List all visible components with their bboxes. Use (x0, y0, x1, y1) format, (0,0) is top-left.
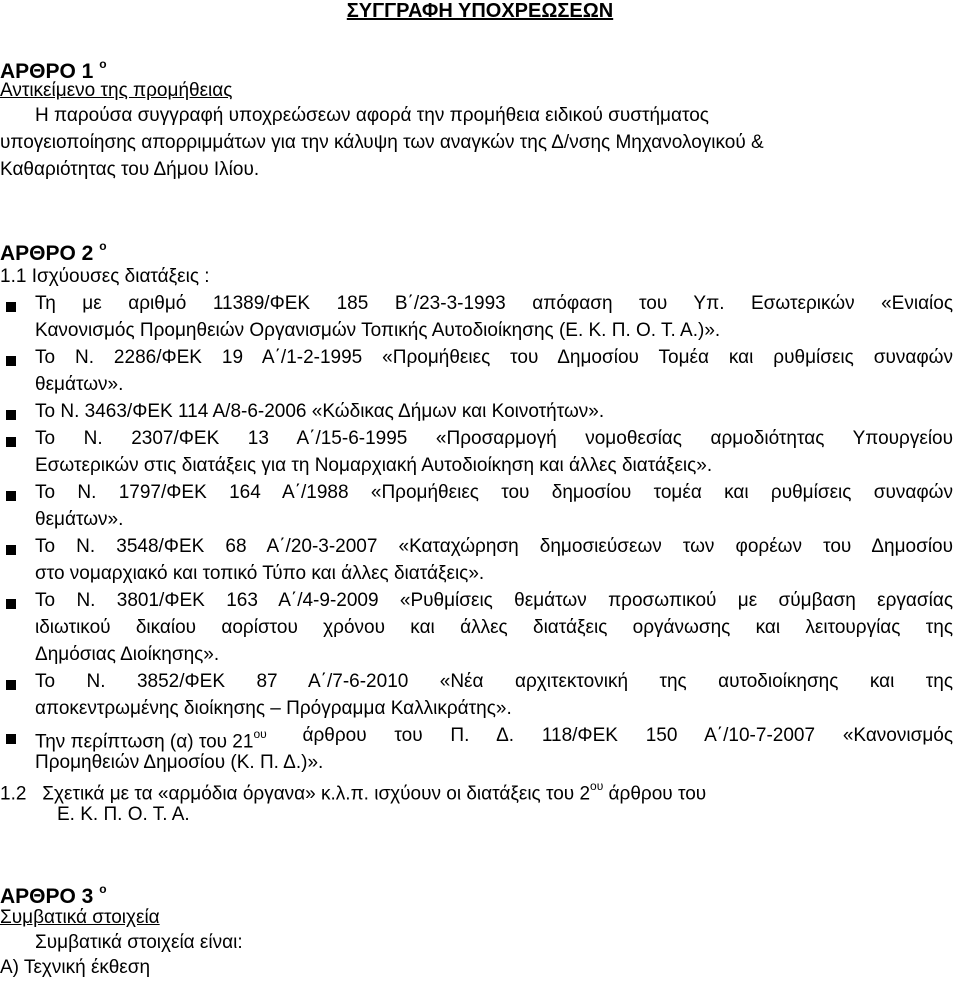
article-2-heading: ΑΡΘΡΟ 2 $^o$ (0, 239, 107, 265)
article-3-paragraph: Συμβατικά στοιχεία είναι: (35, 932, 243, 953)
article-1-subtitle: Αντικείμενο της προμήθειας (0, 80, 233, 101)
list-item: Το Ν. 1797/ΦΕΚ 164 Α΄/1988 «Προμήθειες του δημοσίου τομέα και ρυθμίσεις συναφών (35, 482, 953, 503)
article-3-list-item: Α) Τεχνική έκθεση (0, 957, 151, 978)
list-item: Το Ν. 3463/ΦΕΚ 114 Α/8-6-2006 «Κώδικας Δήμων και Κοινοτήτων». (35, 401, 605, 422)
article-3-subtitle: Συμβατικά στοιχεία (0, 907, 160, 928)
section-1-2-paragraph: 1.2 Σχετικά με τα «αρμόδια όργανα» κ.λ.π. ισχύουν οι διατάξεις του $2^{o\upsilon}$ άρθρου του (0, 779, 707, 805)
article-1-paragraph: υπογειοποίησης απορριμμάτων για την κάλυψη των αναγκών της Δ/νσης Μηχανολογικού & (0, 132, 764, 153)
list-item-continuation: Προμηθειών Δημοσίου (Κ. Π. Δ.)». (35, 752, 324, 773)
list-item-continuation: στο νομαρχιακό και τοπικό Τύπο και άλλες διατάξεις». (35, 563, 485, 584)
list-item: Το Ν. 2286/ΦΕΚ 19 Α΄/1-2-1995 «Προμήθειες του Δημοσίου Τομέα και ρυθμίσεις συναφών (35, 347, 953, 368)
list-item: Το Ν. 3548/ΦΕΚ 68 Α΄/20-3-2007 «Καταχώρηση δημοσιεύσεων των φορέων του Δημοσίου (35, 536, 953, 557)
bullet-square-icon (6, 302, 16, 312)
bullet-square-icon (6, 356, 16, 366)
article-1-paragraph: Η παρούσα συγγραφή υποχρεώσεων αφορά την προμήθεια ειδικού συστήματος (35, 105, 709, 126)
bullet-square-icon (6, 491, 16, 501)
list-item-continuation: Κανονισμός Προμηθειών Οργανισμών Τοπικής Αυτοδιοίκησης (Ε. Κ. Π. Ο. Τ. Α.)». (35, 320, 721, 341)
bullet-square-icon (6, 734, 16, 744)
list-item-continuation: αποκεντρωμένης διοίκησης – Πρόγραμμα Καλλικράτης». (35, 698, 512, 719)
article-1-paragraph: Καθαριότητας του Δήμου Ιλίου. (0, 159, 260, 180)
bullet-square-icon (6, 599, 16, 609)
article-1-heading: ΑΡΘΡΟ 1 $^o$ (0, 57, 107, 83)
list-item: Τη με αριθμό 11389/ΦΕΚ 185 Β΄/23-3-1993 απόφαση του Υπ. Εσωτερικών «Ενιαίος (35, 293, 953, 314)
bullet-square-icon (6, 545, 16, 555)
list-item: Την περίπτωση (α) του $21^{o\upsilon}$ άρθρου του Π. Δ. 118/ΦΕΚ 150 Α΄/10-7-2007 «Κανονισμός (35, 725, 953, 753)
section-1-2-continuation: Ε. Κ. Π. Ο. Τ. Α. (57, 804, 190, 825)
list-item: Το Ν. 2307/ΦΕΚ 13 Α΄/15-6-1995 «Προσαρμογή νομοθεσίας αρμοδιότητας Υπουργείου (35, 428, 953, 449)
list-item: Το Ν. 3852/ΦΕΚ 87 Α΄/7-6-2010 «Νέα αρχιτεκτονική της αυτοδιοίκησης και της (35, 671, 953, 692)
list-item-continuation: Δημόσιας Διοίκησης». (35, 644, 220, 665)
list-item-continuation: θεμάτων». (35, 374, 124, 395)
bullet-square-icon (6, 437, 16, 447)
list-item-continuation: θεμάτων». (35, 509, 124, 530)
list-item-continuation: ιδιωτικού δικαίου αορίστου χρόνου και άλλες διατάξεις οργάνωσης και λειτουργίας της (35, 617, 953, 638)
list-item-continuation: Εσωτερικών στις διατάξεις για τη Νομαρχιακή Αυτοδιοίκηση και άλλες διατάξεις». (35, 455, 713, 476)
bullet-square-icon (6, 410, 16, 420)
bullet-square-icon (6, 680, 16, 690)
list-item: Το Ν. 3801/ΦΕΚ 163 Α΄/4-9-2009 «Ρυθμίσεις θεμάτων προσωπικού με σύμβαση εργασίας (35, 590, 953, 611)
article-3-heading: ΑΡΘΡΟ 3 $^o$ (0, 882, 107, 908)
page-title: ΣΥΓΓΡΑΦΗ ΥΠΟΧΡΕΩΣΕΩΝ (346, 0, 614, 22)
section-1-1-heading: 1.1 Ισχύουσες διατάξεις : (0, 266, 210, 287)
